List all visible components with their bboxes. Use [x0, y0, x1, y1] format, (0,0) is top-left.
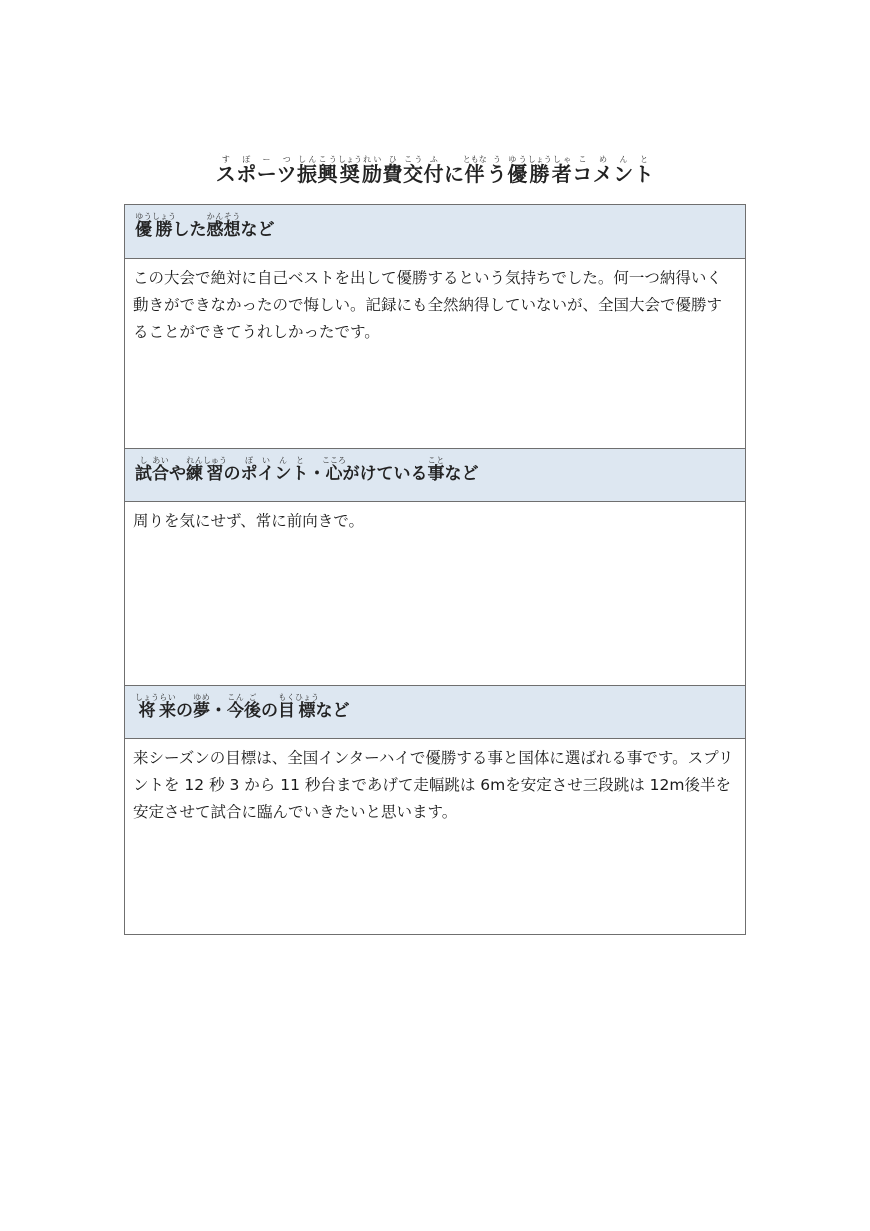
ruby-annotation: しゅう [203, 456, 227, 465]
ruby-base: 優 [135, 220, 152, 240]
ruby-base: 想 [223, 220, 241, 240]
ruby-annotation: ひょう [295, 693, 319, 702]
ruby-base: 交 [402, 162, 424, 186]
section-header-future-goals [125, 686, 745, 739]
ruby-text [551, 155, 573, 186]
ruby-annotation: ご [244, 693, 261, 702]
ruby-base: ポイント [240, 464, 309, 484]
ruby-annotation: ひ [382, 155, 403, 164]
ruby-annotation: ゆう [507, 155, 528, 164]
ruby-text [223, 212, 241, 240]
ruby-text [462, 155, 487, 186]
header-text: など [240, 220, 275, 240]
ruby-annotation: れん [186, 456, 203, 465]
ruby-annotation: らい [159, 693, 176, 702]
ruby-base: 後 [244, 701, 261, 721]
ruby-base: 励 [361, 162, 383, 186]
comment-form-table [124, 204, 746, 935]
header-text: や [169, 464, 186, 484]
ruby-annotation: しょう [135, 693, 159, 702]
section-body-future-goals: 来シーズンの目標は、全国インターハイで優勝する事と国体に選ばれる事です。スプリントを 12 秒 3 から 11 秒台まであげて走幅跳は 6mを安定させ三段跳は 12m後半を安定させて試合に臨んでいきたいと思います。 [133, 749, 734, 821]
ruby-base: コメント [572, 162, 655, 186]
header-text: がけている [342, 464, 428, 484]
ruby-text [135, 212, 152, 240]
section-header-impressions [125, 205, 745, 259]
ruby-base: スポーツ [215, 162, 297, 186]
ruby-base: 優 [507, 162, 528, 186]
ruby-text [507, 155, 528, 186]
ruby-text [152, 212, 176, 240]
ruby-base: 試 [135, 464, 152, 484]
ruby-annotation: ぽいんと [240, 456, 309, 465]
ruby-base: 夢 [193, 701, 210, 721]
ruby-annotation: こう [317, 155, 338, 164]
ruby-annotation: こころ [322, 456, 346, 465]
ruby-base: 習 [203, 464, 227, 484]
ruby-text [206, 212, 224, 240]
ruby-text [135, 693, 159, 721]
ruby-annotation: ゆめ [193, 693, 210, 702]
ruby-text [527, 155, 552, 186]
ruby-text [361, 155, 383, 186]
ruby-text [193, 693, 210, 721]
section-body-practice-points: 周りを気にせず、常に前向きで。 [125, 502, 745, 686]
header-text: に [443, 162, 465, 186]
header-text: など [444, 464, 479, 484]
ruby-text [572, 155, 655, 186]
ruby-text [215, 155, 297, 186]
ruby-annotation: ふ [423, 155, 444, 164]
ruby-base: 費 [382, 162, 403, 186]
ruby-annotation: しょう [152, 212, 176, 221]
ruby-annotation: こめんと [572, 155, 655, 164]
ruby-base: 心 [322, 464, 346, 484]
ruby-text [423, 155, 444, 186]
ruby-text [152, 456, 169, 484]
ruby-base: 付 [423, 162, 444, 186]
ruby-base: 奨 [337, 162, 362, 186]
section-body-impressions: この大会で絶対に自己ベストを出して優勝するという気持ちでした。何一つ納得いく動きができなかったので悔しい。記録にも全然納得していないが、全国大会で優勝することができてうれしかったです。 [125, 259, 745, 449]
ruby-text [402, 155, 424, 186]
ruby-text [337, 155, 362, 186]
ruby-text [278, 693, 295, 721]
ruby-base: 勝 [152, 220, 176, 240]
ruby-annotation: もく [278, 693, 295, 702]
ruby-base: 振 [296, 162, 318, 186]
ruby-text [135, 456, 152, 484]
ruby-text [244, 693, 261, 721]
ruby-base: 目 [278, 701, 295, 721]
header-text: の [223, 464, 241, 484]
ruby-base: 練 [186, 464, 203, 484]
ruby-text [227, 693, 244, 721]
ruby-annotation: かん [206, 212, 224, 221]
ruby-annotation: あい [152, 456, 169, 465]
ruby-annotation: しょう [337, 155, 362, 164]
ruby-base: 将 [135, 701, 159, 721]
ruby-base: 今 [227, 701, 244, 721]
ruby-annotation: すぽーつ [215, 155, 297, 164]
ruby-annotation: しん [296, 155, 318, 164]
ruby-base: う [486, 162, 508, 186]
ruby-text [295, 693, 319, 721]
ruby-annotation: れい [361, 155, 383, 164]
ruby-text [296, 155, 318, 186]
ruby-text [203, 456, 227, 484]
ruby-text [382, 155, 403, 186]
ruby-base: 事 [427, 464, 445, 484]
ruby-base: 興 [317, 162, 338, 186]
ruby-annotation: こと [427, 456, 445, 465]
ruby-annotation: こう [402, 155, 424, 164]
ruby-base: 者 [551, 162, 573, 186]
ruby-text [159, 693, 176, 721]
ruby-base: 感 [206, 220, 224, 240]
header-text: の [261, 701, 278, 721]
ruby-annotation: ゆう [135, 212, 152, 221]
section-header-practice-points [125, 449, 745, 502]
ruby-text [427, 456, 445, 484]
ruby-annotation: しゃ [551, 155, 573, 164]
ruby-base: 合 [152, 464, 169, 484]
ruby-annotation: そう [223, 212, 241, 221]
ruby-base: 伴 [462, 162, 487, 186]
ruby-annotation: う [486, 155, 508, 164]
ruby-text [186, 456, 203, 484]
ruby-base: 勝 [527, 162, 552, 186]
header-text: した [172, 220, 207, 240]
ruby-text [317, 155, 338, 186]
header-text: ・ [308, 464, 326, 484]
ruby-text [486, 155, 508, 186]
ruby-text [240, 456, 309, 484]
ruby-base: 標 [295, 701, 319, 721]
ruby-annotation: し [135, 456, 152, 465]
ruby-annotation: しょう [527, 155, 552, 164]
document-title [0, 155, 870, 187]
ruby-base: 来 [159, 701, 176, 721]
ruby-annotation: こん [227, 693, 244, 702]
header-text: の [176, 701, 193, 721]
ruby-annotation: ともな [462, 155, 487, 164]
header-text: ・ [210, 701, 227, 721]
header-text: など [315, 701, 350, 721]
ruby-text [322, 456, 346, 484]
